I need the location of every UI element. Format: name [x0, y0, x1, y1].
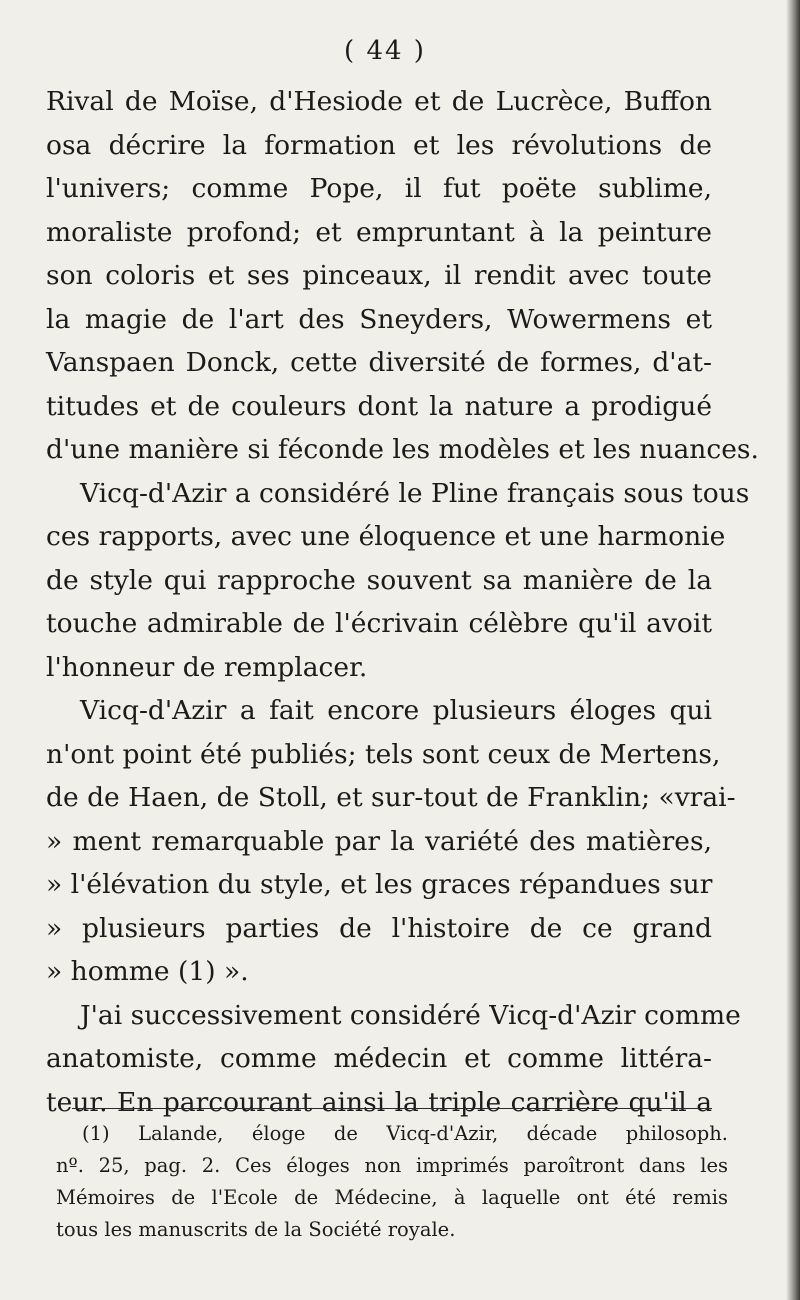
body-line: son coloris et ses pinceaux, il rendit avec toute	[46, 260, 712, 291]
body-line: titudes et de couleurs dont la nature a prodigué	[46, 390, 712, 422]
footnote-line: (1) Lalande, éloge de Vicq-d'Azir, décade philosoph.	[82, 1122, 728, 1145]
body-line: n'ont point été publiés; tels sont ceux de Mertens,	[46, 738, 721, 770]
body-line: Vicq-d'Azir a considéré le Pline français sous tous	[80, 477, 750, 509]
body-line: la magie de l'art des Sneyders, Wowermens et	[46, 303, 712, 335]
body-line: touche admirable de l'écrivain célèbre qu'il avoit	[46, 608, 712, 639]
footnote-line: nº. 25, pag. 2. Ces éloges non imprimés paroîtront dans les	[56, 1154, 728, 1177]
page-number: ( 44 )	[344, 36, 426, 66]
body-line: J'ai successivement considéré Vicq-d'Azir comme	[80, 999, 741, 1031]
body-line: osa décrire la formation et les révolutions de	[46, 129, 712, 161]
footnote-divider	[72, 1108, 712, 1109]
body-line: » ment remarquable par la variété des matières,	[46, 825, 712, 857]
body-line: anatomiste, comme médecin et comme littéra-	[46, 1043, 712, 1074]
body-line: de de Haen, de Stoll, et sur-tout de Franklin; «vrai-	[46, 782, 736, 813]
body-line: de style qui rapproche souvent sa manière de la	[46, 564, 712, 596]
body-line: l'univers; comme Pope, il fut poëte sublime,	[46, 173, 712, 204]
body-line: ces rapports, avec une éloquence et une harmonie	[46, 521, 726, 552]
body-line: » l'élévation du style, et les graces répandues sur	[46, 869, 713, 900]
body-line: » homme (1) ».	[46, 956, 249, 987]
body-line: d'une manière si féconde les modèles et les nuances.	[46, 434, 759, 465]
footnotes	[56, 1118, 728, 1246]
footnote-line: tous les manuscrits de la Société royale.	[56, 1218, 456, 1241]
page-edge-shadow	[786, 0, 800, 1300]
body-line: » plusieurs parties de l'histoire de ce grand	[46, 912, 712, 944]
body-line: Rival de Moïse, d'Hesiode et de Lucrèce, Buffon	[46, 86, 712, 117]
body-text	[46, 80, 759, 1124]
footnote-line: Mémoires de l'Ecole de Médecine, à laquelle ont été remis	[56, 1186, 728, 1209]
body-line: l'honneur de remplacer.	[46, 651, 368, 683]
body-line: moraliste profond; et empruntant à la peinture	[46, 216, 712, 248]
body-line: Vanspaen Donck, cette diversité de formes, d'at-	[46, 347, 712, 378]
body-line: teur. En parcourant ainsi la triple carrière qu'il a	[46, 1086, 712, 1118]
body-line: Vicq-d'Azir a fait encore plusieurs éloges qui	[80, 695, 712, 726]
